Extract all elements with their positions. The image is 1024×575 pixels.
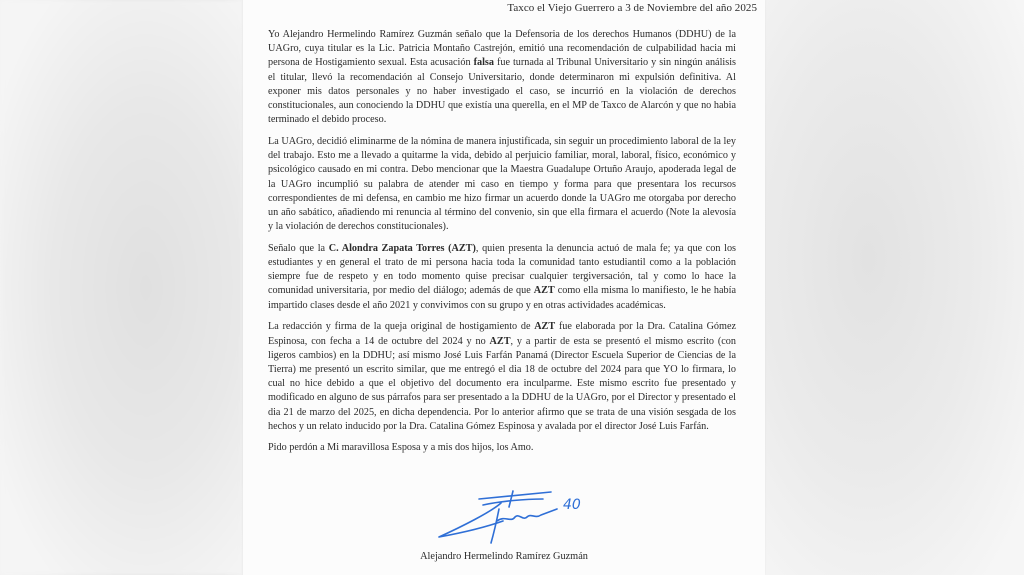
text-run: como ella misma lo manifiesto, le he había impartido clases desde el año 2021 y convivimos con su grupo y en otras actividades académicas.: [268, 285, 736, 311]
emphasized-text: AZT: [533, 285, 555, 297]
letter-page: [243, 0, 765, 575]
text-run: La redacción y firma de la queja original de hostigamiento de: [268, 321, 535, 333]
blurred-background-left: [0, 0, 243, 575]
paragraph-1: [268, 28, 736, 127]
text-run: fue elaborada por la Dra. Catalina Gómez Espinosa, con fecha a 14 de octubre del 2024 y no: [268, 321, 736, 347]
signature-stroke-stem: [491, 509, 499, 543]
blurred-background-right: [765, 0, 1024, 575]
text-run: , y a partir de esta se presentó el mismo escrito (con ligeros cambios) en la DDHU; así mismo José Luis Farfán Panamá (Director Escuela Superior de Ciencias de la Tierra) me presentó un escrito similar, que me entregó el dia 18 de octubre del 2024 para que YO lo firmara, lo cual no hice debido a que el objetivo del documento era inculparme. Este mismo escrito fue presentado y modificado en alguno de sus párrafos para ser presentado a la DDHU de la UAGro, por el Director y presentado el dia 21 de marzo del 2025, en dicha dependencia. Por lo anterior afirmo que se trata de una visión sesgada de los hechos y un relato inducido por la Dra. Catalina Gómez Espinosa y avalada por el director José Luis Farfán.: [268, 335, 736, 432]
handwritten-signature-icon: [431, 487, 591, 547]
signature-stroke-upper: [483, 499, 543, 505]
emphasized-text: C. Alondra Zapata Torres (AZT): [328, 242, 476, 254]
paragraph-3: [268, 242, 736, 313]
text-run: fue turnada al Tribunal Universitario y sin ningún análisis el titular, llevó la recomendación al Consejo Universitario, donde determinaron mi expulsión definitiva. Al exponer mis datos personales y no haber investigado el caso, se incurrió en la violación de derechos constitucionales, aun conociendo la DDHU que existía una querella, en el MP de Taxco de Alarcón y que no habia terminado el debido proceso.: [268, 57, 736, 126]
paragraph-2: [268, 135, 736, 234]
signature-stroke-cross: [509, 491, 513, 507]
text-run: Pido perdón a Mi maravillosa Esposa y a mis dos hijos, los Amo.: [268, 442, 534, 454]
signature-stroke-top: [479, 492, 551, 499]
emphasized-text: AZT: [534, 321, 556, 333]
dateline: Taxco el Viejo Guerrero a 3 de Noviembre del año 2025: [507, 2, 757, 14]
text-run: , quien presenta la denuncia actuó de mala fe; ya que con los estudiantes y en general el trato de mi persona hacia toda la comunidad tanto estudiantil como a la población siempre fue de respeto y en todo momento quise precisar cualquier tergiversación, tal y como lo hace la comunidad universitaria, por medio del diálogo; además de que: [268, 242, 736, 297]
text-run: Señalo que la: [268, 242, 329, 254]
signature-stroke-loop: [497, 509, 557, 521]
paragraph-5: [268, 441, 736, 455]
signer-name: Alejandro Hermelindo Ramírez Guzmán: [420, 551, 588, 562]
text-run: Yo Alejandro Hermelindo Ramírez Guzmán señalo que la Defensoria de los derechos Humanos (DDHU) de la UAGro, cuya titular es la Lic. Patricia Montaño Castrejón, emitió una recomendación de culpabilidad hacia mi persona de Hostigamiento sexual. Esta acusación: [268, 29, 736, 69]
signature-annotation: 40: [563, 497, 581, 513]
text-run: La UAGro, decidió eliminarme de la nómina de manera injustificada, sin seguir un procedimiento laboral de la ley del trabajo. Esto me a llevado a quitarme la vida, debido al perjuicio familiar, moral, laboral, físico, económico y psicológico causado en mi contra. Debo mencionar que la Maestra Guadalupe Ortuño Araujo, apoderada legal de la UAGro incumplió su palabra de atender mi caso en tiempo y forma para que presentara los recursos correspondientes de mi defensa, en cambio me hizo firmar un acuerdo donde la UAGro me otorgaba por derecho un año sabático, añadiendo mi renuncia al término del convenio, sin que ella firmara el acuerdo (Note la alevosía y la violación de derechos constitucionales).: [268, 135, 736, 233]
letter-body: [268, 28, 736, 463]
paragraph-4: [268, 320, 736, 434]
emphasized-text: AZT: [489, 335, 511, 347]
emphasized-text: falsa: [473, 57, 494, 69]
